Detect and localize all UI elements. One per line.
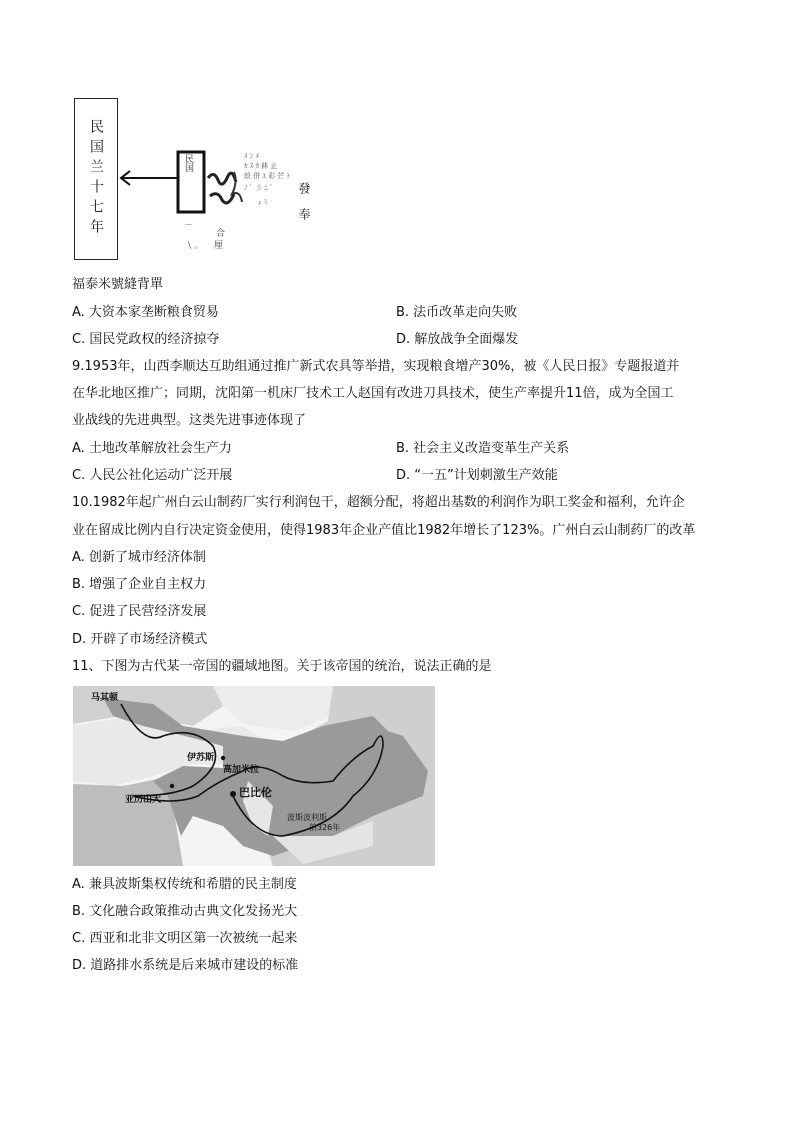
- svg-text:－: －: [184, 221, 194, 231]
- map-label-gaugamela: 高加米拉: [223, 765, 260, 775]
- map-label-persepolis: 波斯波利斯: [287, 813, 327, 822]
- empire-map: [73, 686, 435, 866]
- receipt-figure: [74, 98, 314, 270]
- q9-stem-line3: 业战线的先进典型。这类先进事迹体现了: [72, 413, 307, 428]
- q11-option-a: A. 兼具波斯集权传统和希腊的民主制度: [72, 877, 297, 892]
- q9-option-b: B. 社会主义改造变革生产关系: [396, 441, 570, 456]
- map-label-alexandria: 亚历山大: [125, 795, 162, 805]
- q9-option-d: D. “一五”计划刺激生产效能: [396, 468, 558, 483]
- svg-text:厘: 厘: [214, 241, 224, 251]
- q8-option-a: A. 大资本家垄断粮食贸易: [72, 305, 219, 320]
- q9-stem-line2: 在华北地区推广；同期，沈阳第一机床厂技术工人赵国有改进刀具技术，使生产率提升11倍，成为全国工: [72, 386, 674, 401]
- vertical-label-box: [74, 98, 118, 260]
- svg-text:\ 。: \ 。: [188, 241, 203, 251]
- q11-option-b: B. 文化融合政策推动古典文化发扬光大: [72, 904, 298, 919]
- svg-text:ｪ ﾐ: ｪ ﾐ: [258, 198, 268, 206]
- map-label-babylon: 巴比伦: [239, 786, 272, 799]
- map-drawing: [73, 686, 435, 866]
- q10-stem-line1: 10.1982年起广州白云山制药厂实行利润包干，超额分配，将超出基数的利润作为职工奖金和福利，允许企: [72, 495, 685, 510]
- q9-option-c: C. 人民公社化运动广泛开展: [72, 468, 233, 483]
- q11-option-d: D. 道路排水系统是后来城市建设的标准: [72, 958, 299, 973]
- q10-option-d: D. 开辟了市场经济模式: [72, 632, 208, 647]
- q9-stem-line1: 9.1953年，山西李顺达互助组通过推广新式农具等举措，实现粮食增产30%，被《人民日报》专题报道并: [72, 359, 680, 374]
- arrow-icon: [118, 170, 180, 186]
- svg-text:ｶ ｽ ｶ 鉢 止: ｶ ｽ ｶ 鉢 止: [244, 162, 278, 170]
- map-label-issus: 伊苏斯: [187, 753, 215, 763]
- q10-option-b: B. 增强了企业自主权力: [72, 577, 207, 592]
- map-label-macedonia: 马其顿: [91, 693, 119, 703]
- receipt-stamp-text: 民国: [183, 154, 193, 172]
- q8-option-b: B. 法币改革走向失败: [396, 305, 518, 320]
- svg-text:ﾒ ﾝ ﾒ: ﾒ ﾝ ﾒ: [244, 152, 259, 160]
- q11-stem: 11、下图为古代某一帝国的疆域地图。关于该帝国的统治，说法正确的是: [72, 659, 492, 674]
- q9-option-a: A. 土地改革解放社会生产力: [72, 441, 232, 456]
- q10-option-c: C. 促进了民营经济发展: [72, 604, 207, 619]
- svg-text:合: 合: [216, 229, 226, 239]
- q11-option-c: C. 西亚和北非文明区第一次被统一起来: [72, 931, 298, 946]
- receipt-side-text: 發奉: [297, 182, 311, 234]
- svg-text:絵 併 ﾕ 彩 芒 ﾄ: 絵 併 ﾕ 彩 芒 ﾄ: [244, 172, 291, 180]
- receipt-caption: 福泰米號縫背單: [72, 277, 164, 292]
- q8-option-d: D. 解放战争全面爆发: [396, 332, 519, 347]
- q8-option-c: C. 国民党政权的经济掠夺: [72, 332, 220, 347]
- q10-stem-line2: 业在留成比例内自行决定资金使用，使得1983年企业产值比1982年增长了123%。广州白云山制药厂的改革: [72, 523, 696, 538]
- svg-text:ﾉ ﾞ 彡 ﾆ ﾞ: ﾉ ﾞ 彡 ﾆ ﾞ: [244, 184, 274, 192]
- q10-option-a: A. 创新了城市经济体制: [72, 550, 206, 565]
- vertical-label: 民国兰十七年: [88, 119, 104, 239]
- map-label-year: 前326年: [309, 823, 341, 832]
